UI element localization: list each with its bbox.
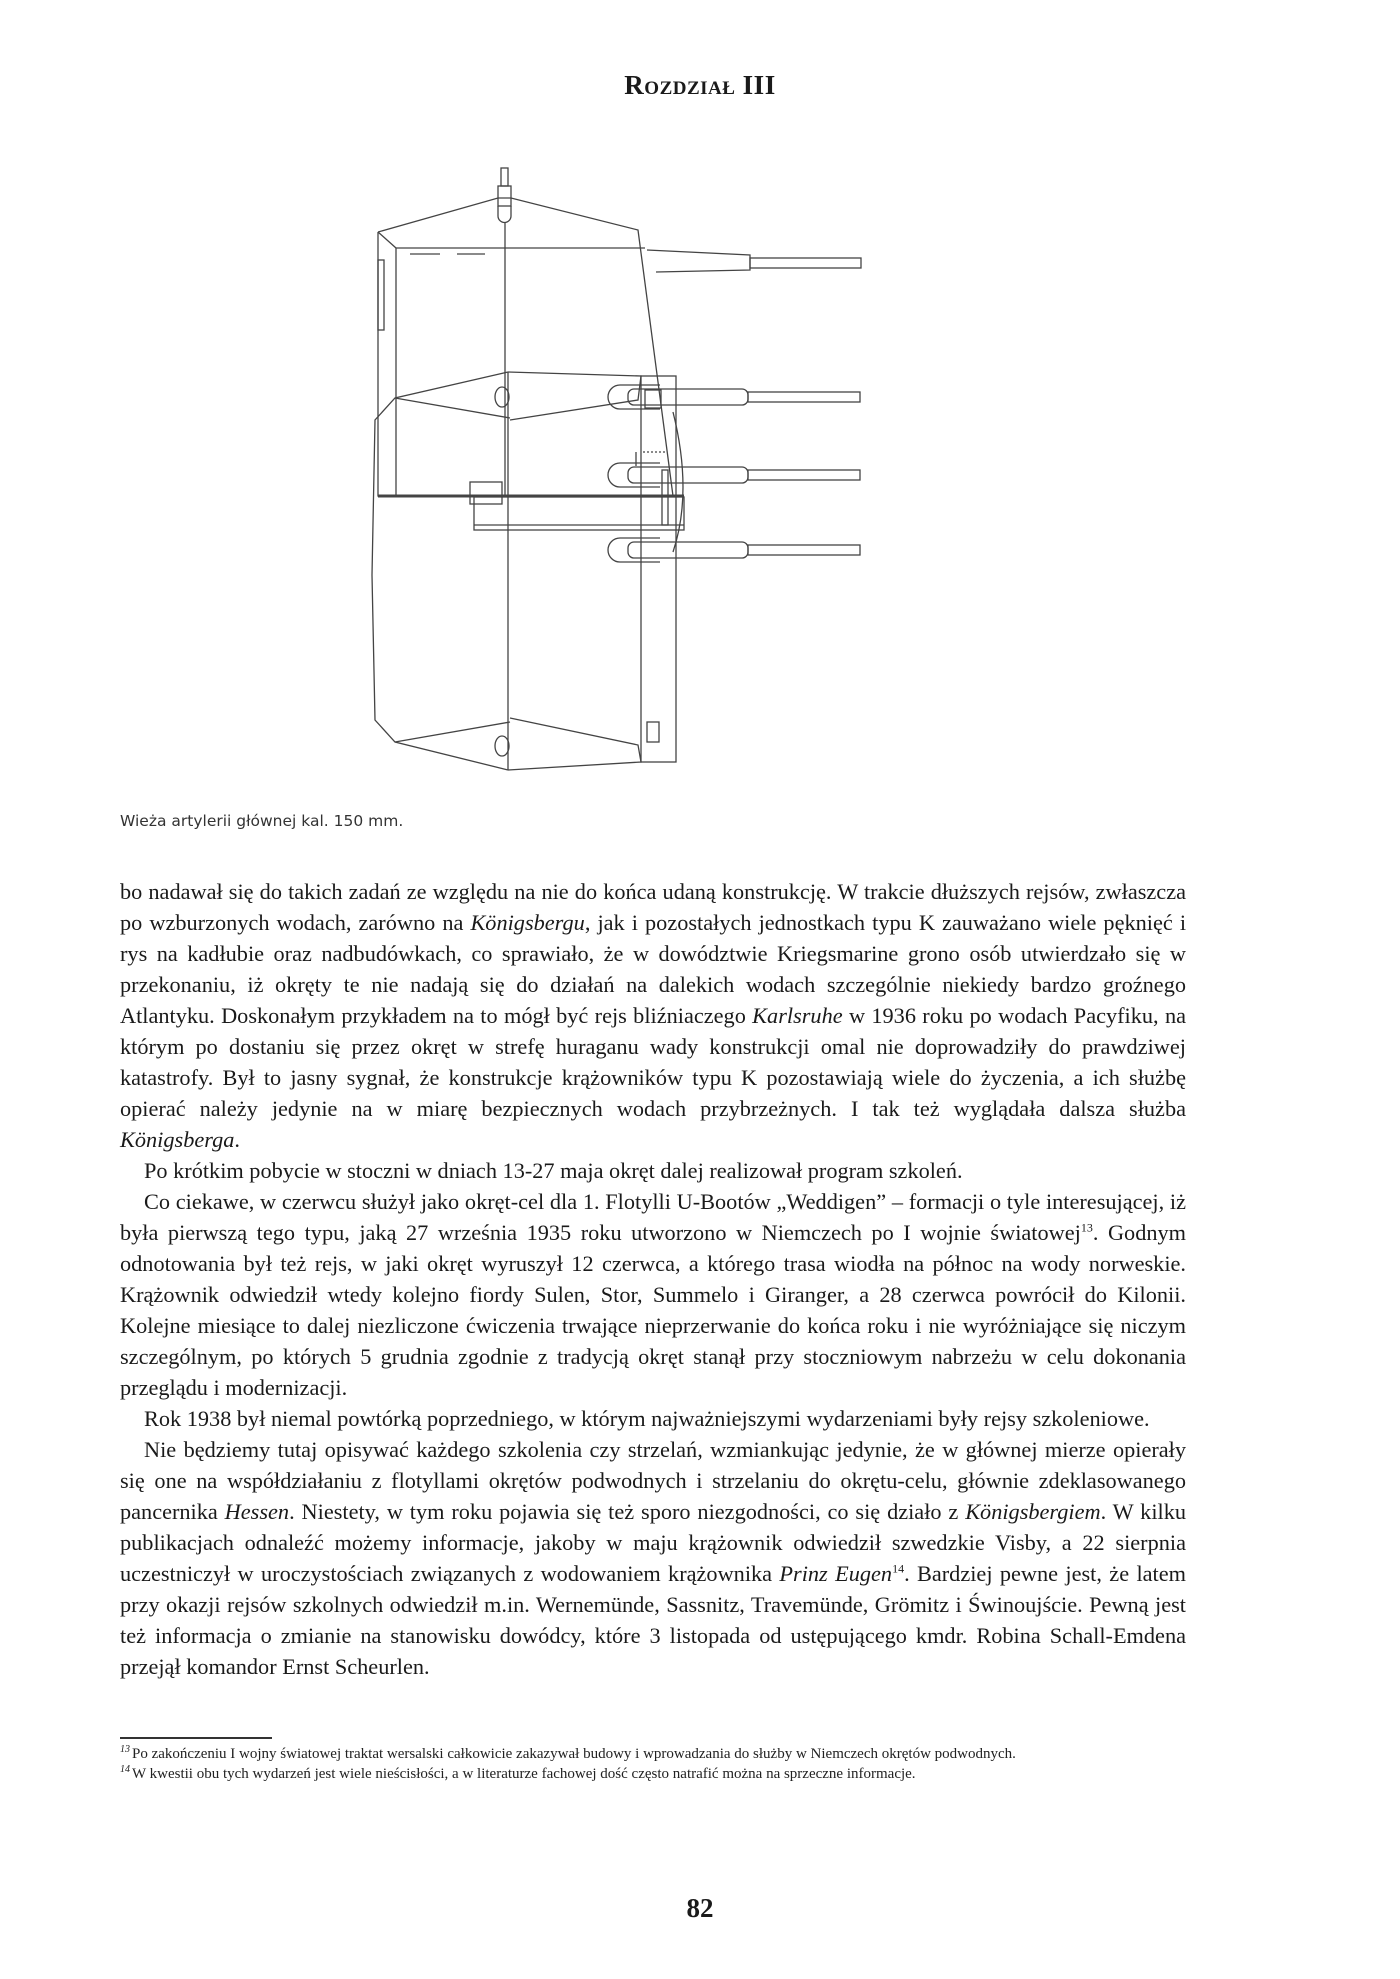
text-run: Nie będziemy tutaj opisywać każdego szkolenia czy strzelań, wzmiankując jedynie, że w głównej mierze opierały się one na współdziałaniu z flotyllami okrętów podwodnych i strzelaniu do okrętu-celu, głównie zdeklasowanego pancernika [120, 1437, 1186, 1524]
ship-name: Königsberga [120, 1127, 235, 1152]
ship-name: Hessen [224, 1499, 290, 1524]
text-run: Co ciekawe, w czerwcu służył jako okręt-cel dla 1. Flotylli U-Bootów „Weddigen” – formacji o tyle interesującej, iż była pierwszą tego typu, jaką 27 września 1935 roku utworzono w Niemczech po I wojnie światowej [120, 1189, 1186, 1245]
turret-figure [360, 160, 1020, 800]
turret-side-view [378, 168, 861, 530]
body-text [120, 876, 1186, 1682]
text-run: Rok 1938 był niemal powtórką poprzedniego, w którym najważniejszymi wydarzeniami były rejsy szkoleniowe. [144, 1406, 1150, 1431]
paragraph [120, 1186, 1186, 1403]
text-run: . Godnym odnotowania był też rejs, w jaki okręt wyruszył 12 czerwca, a którego trasa wiodła na północ na wody norweskie. Krążownik odwiedził wtedy kolejno fiordy Sulen, Stor, Summelo i Giranger, a 28 czerwca powrócił do Kilonii. Kolejne miesiące to dalej niezliczone ćwiczenia trwające nieprzerwanie do końca roku i nie wyróżniające się niczym szczególnym, po których 5 grudnia zgodnie z tradycją okręt stanął przy stoczniowym nabrzeżu w celu dokonania przeglądu i modernizacji. [120, 1220, 1186, 1400]
ship-name: Königsbergiem [965, 1499, 1101, 1524]
ship-name: Prinz Eugen [779, 1561, 893, 1586]
footnote-13 [120, 1744, 1186, 1764]
text-run: , jak i pozostałych jednostkach typu K zauważano wiele pęknięć i rys na kadłubie oraz nadbudówkach, co sprawiało, że w dowództwie Kriegsmarine grono osób utwierdzało się w przekonaniu, iż okręty te nie nadają się do działań na dalekich wodach szczególnie niekiedy bardzo groźnego Atlantyku. Doskonałym przykładem na to mógł być rejs bliźniaczego [120, 910, 1187, 1028]
footnote-ref[interactable]: 13 [1080, 1220, 1093, 1235]
paragraph [120, 1434, 1186, 1682]
footnote-text: Po zakończeniu I wojny światowej traktat wersalski całkowicie zakazywał budowy i wprowadzania do służby w Niemczech okrętów podwodnych. [132, 1746, 1016, 1762]
footnote-mark: 13 [120, 1744, 130, 1755]
paragraph [120, 1155, 1186, 1186]
chapter-header: Rozdział III [624, 70, 776, 100]
turret-top-view [372, 372, 860, 770]
text-run: bo nadawał się do takich zadań ze względu na nie do końca udaną konstrukcję. W trakcie dłuższych rejsów, zwłaszcza po wzburzonych wodach, zarówno na [120, 879, 1186, 935]
ship-name: Karlsruhe [752, 1003, 843, 1028]
footnote-mark: 14 [120, 1764, 130, 1775]
page-number: 82 [686, 1893, 714, 1923]
text-run: . Bardziej pewne jest, że latem przy okazji rejsów szkolnych odwiedził m.in. Wernemünde, Sassnitz, Travemünde, Grömitz i Świnoujście. Pewną jest też informacja o zmianie na stanowisku dowódcy, które 3 listopada od ustępującego kmdr. Robina Schall-Emdena przejął komandor Ernst Scheurlen. [120, 1561, 1186, 1679]
text-run: w 1936 roku po wodach Pacyfiku, na którym po dostaniu się przez okręt w strefę huraganu wady konstrukcji omal nie doprowadziły do prawdziwej katastrofy. Był to jasny sygnał, że konstrukcje krążowników typu K pozostawiają wiele do życzenia, a ich służbę opierać należy jedynie na w miarę bezpiecznych wodach przybrzeżnych. I tak też wyglądała dalsza służba [120, 1003, 1186, 1121]
text-run: Po krótkim pobycie w stoczni w dniach 13-27 maja okręt dalej realizował program szkoleń. [144, 1158, 963, 1183]
figure-caption: Wieża artylerii głównej kal. 150 mm. [120, 812, 404, 830]
ship-name: Königsbergu [470, 910, 585, 935]
footnote-divider [120, 1737, 272, 1739]
text-run: . W kilku publikacjach odnaleźć możemy informacje, jakoby w maju krążownik odwiedził szwedzkie Visby, a 22 sierpnia uczestniczył w uroczystościach związanych z wodowaniem krążownika [120, 1499, 1187, 1586]
paragraph [120, 876, 1186, 1155]
footnote-14 [120, 1764, 1186, 1784]
footnotes [120, 1744, 1186, 1784]
footnote-text: W kwestii obu tych wydarzeń jest wiele nieścisłości, a w literaturze fachowej dość często natrafić można na sprzeczne informacje. [132, 1766, 916, 1782]
footnote-ref[interactable]: 14 [892, 1561, 905, 1576]
text-run: . [234, 1127, 240, 1152]
paragraph [120, 1403, 1186, 1434]
text-run: . Niestety, w tym roku pojawia się też sporo niezgodności, co się działo z [289, 1499, 966, 1524]
